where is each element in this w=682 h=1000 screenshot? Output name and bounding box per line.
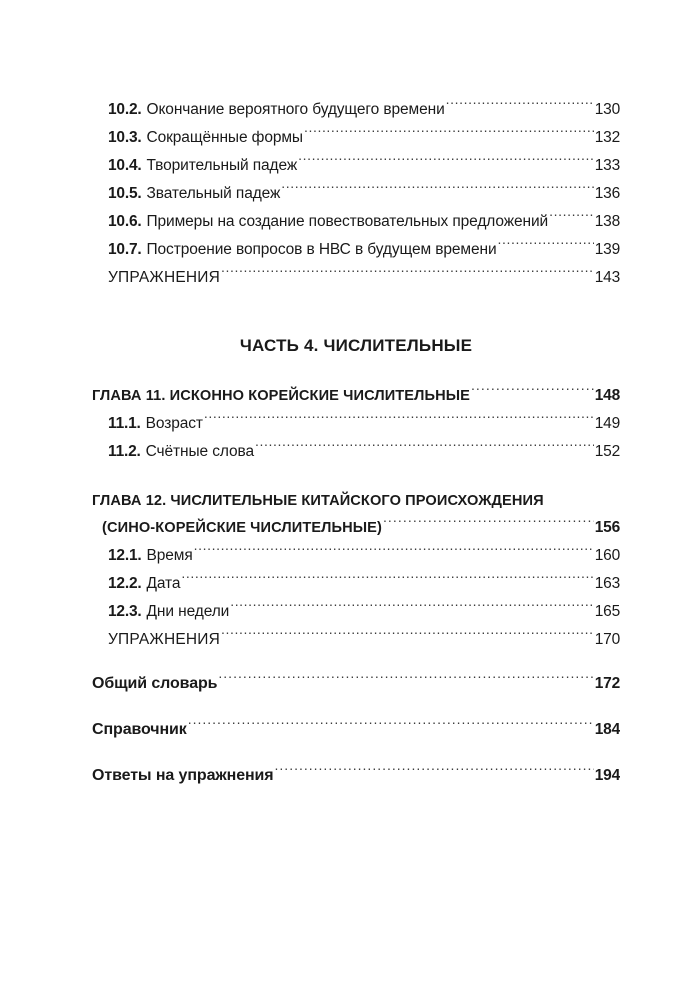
toc-entry[interactable] — [92, 152, 620, 180]
dot-leader — [549, 210, 594, 226]
back-matter-block — [92, 654, 620, 790]
spacer — [92, 292, 620, 336]
dot-leader — [304, 126, 594, 142]
chapter-10-entry-list — [92, 96, 620, 292]
toc-entry-title: Творительный падеж — [146, 157, 298, 174]
toc-entry-page: 149 — [594, 415, 620, 432]
toc-entry-number: 10.4. — [108, 157, 142, 174]
toc-entry[interactable] — [92, 180, 620, 208]
toc-entry-title: УПРАЖНЕНИЯ — [108, 269, 220, 286]
toc-chapter-heading-line2 — [92, 514, 620, 542]
toc-entry-page: 170 — [594, 631, 620, 648]
dot-leader — [221, 628, 594, 644]
toc-entry-title: Время — [146, 547, 193, 564]
chapter-11-block — [92, 382, 620, 466]
dot-leader — [204, 412, 594, 428]
spacer — [92, 466, 620, 488]
toc-chapter-heading[interactable] — [92, 488, 620, 542]
dot-leader — [255, 440, 594, 456]
dot-leader — [498, 238, 594, 254]
toc-chapter-page: 148 — [594, 387, 620, 404]
toc-entry[interactable] — [92, 542, 620, 570]
toc-entry[interactable] — [92, 236, 620, 264]
toc-entry[interactable] — [92, 438, 620, 466]
toc-chapter-heading[interactable] — [92, 382, 620, 410]
toc-entry-title: Возраст — [145, 415, 203, 432]
toc-entry-exercises[interactable] — [92, 626, 620, 654]
toc-entry-number: 12.1. — [108, 547, 142, 564]
toc-entry[interactable] — [92, 410, 620, 438]
spacer — [92, 744, 620, 762]
toc-entry-page: 165 — [594, 603, 620, 620]
toc-entry-title: Общий словарь — [92, 675, 218, 692]
toc-chapter-title-line2: (СИНО-КОРЕЙСКИЕ ЧИСЛИТЕЛЬНЫЕ) — [102, 520, 382, 536]
toc-entry-exercises[interactable] — [92, 264, 620, 292]
toc-entry[interactable] — [92, 124, 620, 152]
toc-entry[interactable] — [92, 598, 620, 626]
toc-entry-title: Звательный падеж — [146, 185, 281, 202]
toc-entry-number: 11.2. — [108, 443, 141, 460]
toc-entry-title: Окончание вероятного будущего времени — [146, 101, 445, 118]
toc-back-matter-entry[interactable] — [92, 670, 620, 698]
dot-leader — [221, 266, 594, 282]
toc-entry-title: Дни недели — [146, 603, 230, 620]
toc-entry-number: 10.5. — [108, 185, 142, 202]
dot-leader — [383, 516, 594, 532]
spacer — [92, 654, 620, 670]
dot-leader — [194, 544, 594, 560]
part-heading: ЧАСТЬ 4. ЧИСЛИТЕЛЬНЫЕ — [239, 336, 473, 355]
dot-leader — [181, 572, 593, 588]
toc-entry-page: 133 — [594, 157, 620, 174]
toc-entry-number: 12.3. — [108, 603, 142, 620]
dot-leader — [298, 154, 594, 170]
toc-entry-title: Построение вопросов в НВС в будущем времени — [146, 241, 497, 258]
toc-chapter-title: ГЛАВА 11. ИСКОННО КОРЕЙСКИЕ ЧИСЛИТЕЛЬНЫЕ — [92, 388, 470, 404]
toc-entry-number: 10.7. — [108, 241, 142, 258]
spacer — [92, 356, 620, 382]
dot-leader — [281, 182, 593, 198]
spacer — [92, 698, 620, 716]
toc-entry-page: 163 — [594, 575, 620, 592]
toc-entry-page: 130 — [594, 101, 620, 118]
dot-leader — [188, 718, 594, 734]
dot-leader — [218, 672, 593, 688]
toc-entry-page: 136 — [594, 185, 620, 202]
toc-entry-page: 152 — [594, 443, 620, 460]
toc-entry-number: 10.3. — [108, 129, 142, 146]
dot-leader — [230, 600, 594, 616]
toc-entry-title: Сокращённые формы — [146, 129, 303, 146]
toc-entry-title: Счётные слова — [145, 443, 255, 460]
toc-entry-title: Примеры на создание повествовательных предложений — [146, 213, 549, 230]
toc-entry[interactable] — [92, 208, 620, 236]
toc-entry-number: 11.1. — [108, 415, 141, 432]
toc-entry-title: Ответы на упражнения — [92, 767, 274, 784]
dot-leader — [446, 98, 594, 114]
dot-leader — [471, 384, 594, 400]
toc-chapter-page: 156 — [594, 519, 620, 536]
toc-entry-title: УПРАЖНЕНИЯ — [108, 631, 220, 648]
toc-entry-page: 132 — [594, 129, 620, 146]
toc-entry-number: 10.2. — [108, 101, 142, 118]
toc-chapter-title-line1: ГЛАВА 12. ЧИСЛИТЕЛЬНЫЕ КИТАЙСКОГО ПРОИСХОЖДЕНИЯ — [92, 493, 544, 509]
toc-entry-page: 160 — [594, 547, 620, 564]
toc-entry-number: 10.6. — [108, 213, 142, 230]
dot-leader — [275, 764, 594, 780]
toc-entry-page: 172 — [594, 675, 620, 692]
toc-entry[interactable] — [92, 96, 620, 124]
toc-entry-title: Справочник — [92, 721, 187, 738]
toc-entry-page: 138 — [594, 213, 620, 230]
toc-entry[interactable] — [92, 570, 620, 598]
toc-entry-page: 194 — [594, 767, 620, 784]
toc-entry-title: Дата — [146, 575, 181, 592]
toc-back-matter-entry[interactable] — [92, 716, 620, 744]
chapter-12-block — [92, 488, 620, 654]
toc-entry-page: 184 — [594, 721, 620, 738]
toc-entry-number: 12.2. — [108, 575, 142, 592]
toc-back-matter-entry[interactable] — [92, 762, 620, 790]
toc-entry-page: 139 — [594, 241, 620, 258]
toc-entry-page: 143 — [594, 269, 620, 286]
